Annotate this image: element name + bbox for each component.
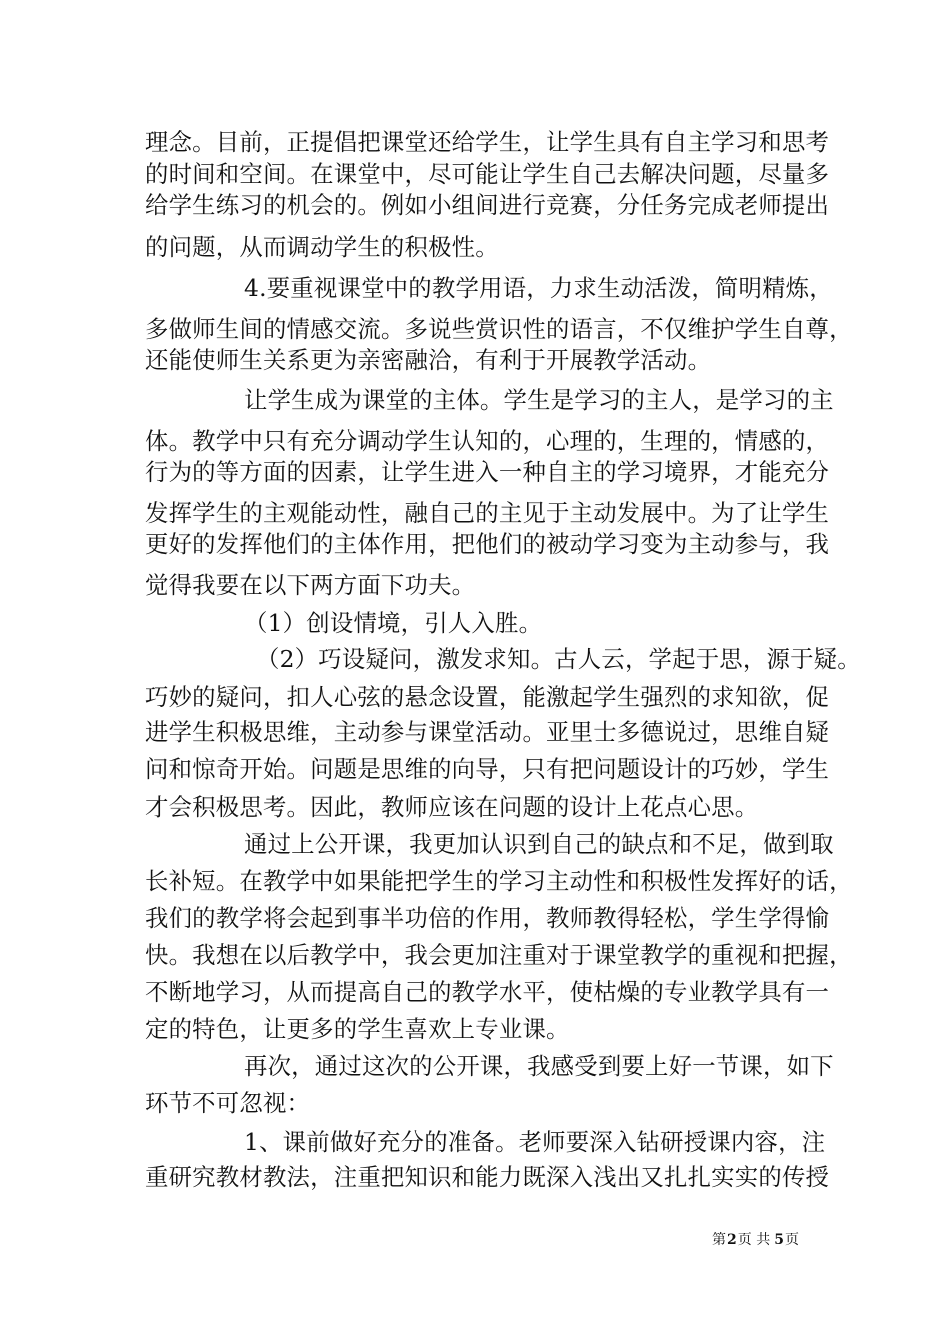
text-line: 重研究教材教法，注重把知识和能力既深入浅出又扎扎实实的传授: [145, 1163, 830, 1191]
text-line: 理念。目前，正提倡把课堂还给学生，让学生具有自主学习和思考: [145, 128, 830, 156]
text-line: 的问题，从而调动学生的积极性。: [145, 233, 499, 261]
page-footer: [0, 1231, 950, 1249]
text-line: 还能使师生关系更为亲密融洽，有利于开展教学活动。: [145, 346, 712, 374]
text-line: 才会积极思考。因此，教师应该在问题的设计上花点心思。: [145, 793, 759, 821]
text-line: 让学生成为课堂的主体。学生是学习的主人，是学习的主: [244, 386, 834, 414]
text-line: 多做师生间的情感交流。多说些赏识性的语言，不仅维护学生自尊，: [145, 315, 853, 343]
text-line: 再次，通过这次的公开课，我感受到要上好一节课，如下: [244, 1052, 834, 1080]
text-line: 通过上公开课，我更加认识到自己的缺点和不足，做到取: [244, 830, 834, 858]
text-line: 更好的发挥他们的主体作用，把他们的被动学习变为主动参与，我: [145, 530, 830, 558]
text-line: 长补短。在教学中如果能把学生的学习主动性和积极性发挥好的话，: [145, 867, 853, 895]
text-line: （2）巧设疑问，激发求知。古人云，学起于思，源于疑。: [256, 645, 861, 673]
text-line: 我们的教学将会起到事半功倍的作用，教师教得轻松，学生学得愉: [145, 904, 830, 932]
footer-total-pages: 5: [774, 1232, 784, 1248]
text-line: 发挥学生的主观能动性，融自己的主见于主动发展中。为了让学生: [145, 499, 830, 527]
text-line: 给学生练习的机会的。例如小组间进行竞赛，分任务完成老师提出: [145, 191, 830, 219]
text-line: 巧妙的疑问，扣人心弦的悬念设置，能激起学生强烈的求知欲，促: [145, 683, 830, 711]
text-line: 行为的等方面的因素，让学生进入一种自主的学习境界，才能充分: [145, 458, 830, 486]
footer-page-number: 2: [727, 1232, 737, 1248]
text-line: （1）创设情境，引人入胜。: [244, 609, 543, 637]
text-line: 体。教学中只有充分调动学生认知的，心理的，生理的，情感的，: [145, 427, 830, 455]
text-line: 4.要重视课堂中的教学用语，力求生动活泼，简明精炼，: [244, 274, 833, 302]
text-line: 定的特色，让更多的学生喜欢上专业课。: [145, 1015, 570, 1043]
text-line: 快。我想在以后教学中，我会更加注重对于课堂教学的重视和把握，: [145, 941, 853, 969]
text-line: 问和惊奇开始。问题是思维的向导，只有把问题设计的巧妙，学生: [145, 755, 830, 783]
text-line: 进学生积极思维，主动参与课堂活动。亚里士多德说过，思维自疑: [145, 718, 830, 746]
text-line: 觉得我要在以下两方面下功夫。: [145, 571, 476, 599]
footer-prefix: 第: [712, 1232, 726, 1248]
footer-suffix: 页: [784, 1232, 799, 1248]
text-line: 环节不可忽视：: [145, 1089, 311, 1117]
text-line: 的时间和空间。在课堂中，尽可能让学生自己去解决问题，尽量多: [145, 160, 830, 188]
footer-middle: 页 共: [737, 1232, 771, 1248]
text-line: 不断地学习，从而提高自己的教学水平，使枯燥的专业教学具有一: [145, 978, 830, 1006]
text-line: 1、课前做好充分的准备。老师要深入钻研授课内容，注: [244, 1128, 826, 1156]
